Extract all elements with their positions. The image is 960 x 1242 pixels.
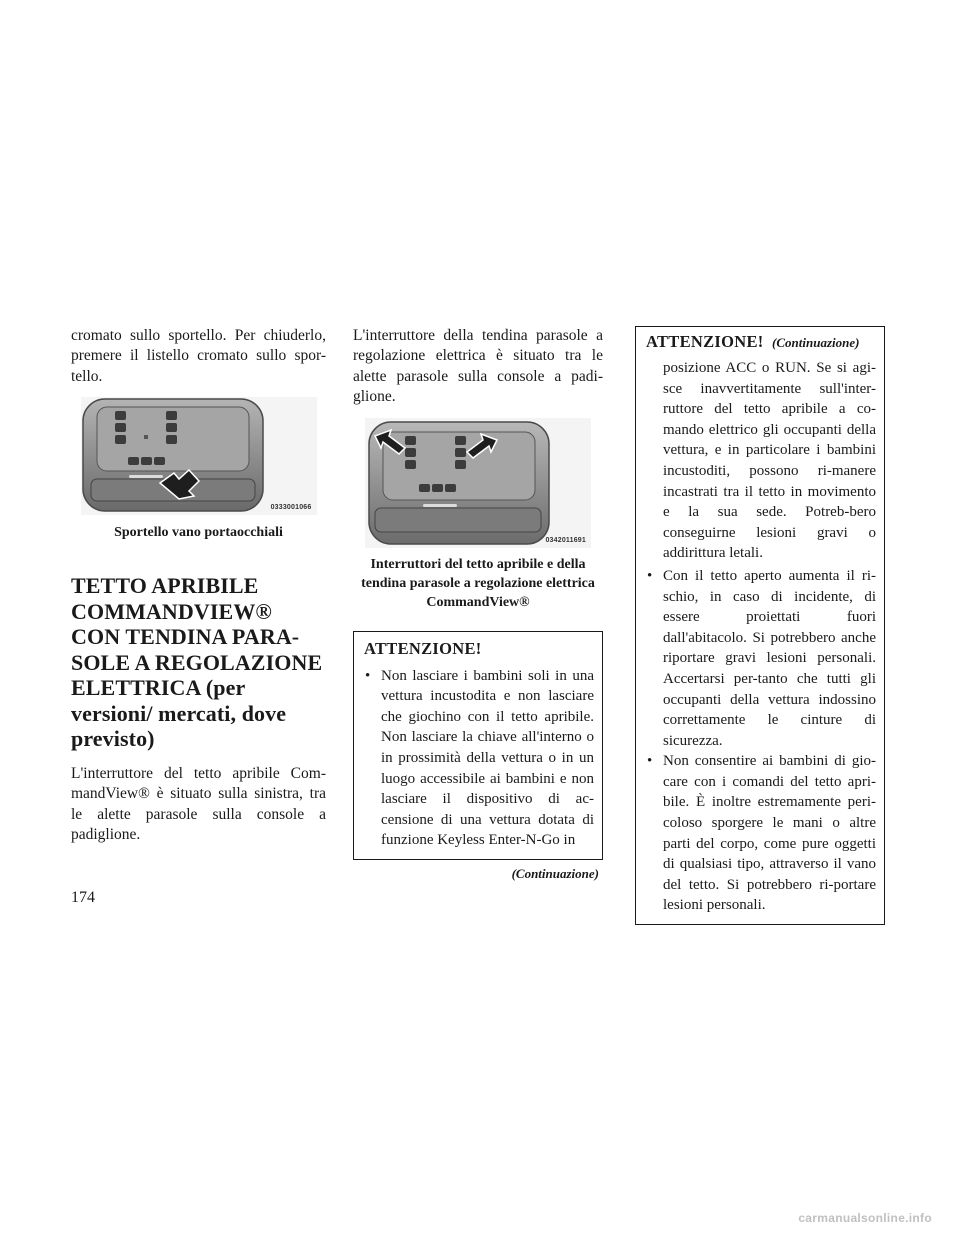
warning-title: ATTENZIONE! (364, 638, 482, 658)
warning-item: • Non consentire ai bambini di gio-care con i comandi del tetto apri-bile. È inoltre estremamente peri-coloso sporgere le mani o altre parti del corpo, come pure oggetti di qualsiasi tipo, attraverso il vano del tetto. Si potrebbero ri-portare lesioni personali. (646, 751, 876, 916)
overhead-console-illustration (81, 397, 317, 515)
watermark: carmanualsonline.info (798, 1211, 932, 1225)
figure-sunroof-switches (365, 418, 591, 548)
figure-caption: Sportello vano portaocchiali (114, 525, 283, 541)
section-title: TETTO APRIBILE COMMANDVIEW® CON TENDINA PARA-SOLE A REGOLAZIONE ELETTRICA (per versioni/ mercati, dove previsto) (71, 573, 323, 752)
figure-id-code: 0342011691 (545, 536, 586, 544)
continued-label: (Continuazione) (511, 865, 599, 881)
warning-title-text: ATTENZIONE! (646, 332, 764, 351)
section-paragraph: L'interruttore del tetto apribile Com-mandView® è situato sulla sinistra, tra le alette parasole sulla console a padiglione. (71, 764, 326, 843)
warning-continued-text: posizione ACC o RUN. Se si agi-sce inavvertitamente sull'inter-ruttore del tetto apribile a co-mando elettrico gli occupanti della vettura, e in particolare i bambini incustoditi, possono ri-manere incastrati tra il tetto in movimento e la sua sede. Potreb-bero conseguirne lesioni gravi o addirittura letali. (663, 360, 876, 562)
continuation-label: (Continuazione) (772, 335, 860, 350)
warning-list (646, 566, 876, 916)
warning-box (353, 631, 603, 860)
warning-box-continued (635, 326, 885, 925)
sunroof-console-illustration (365, 418, 591, 548)
figure-caption: Interruttori del tetto apribile e della tendina parasole a regolazione elettrica CommandView® (361, 556, 595, 610)
intro-paragraph: L'interruttore della tendina parasole a regolazione elettrica è situato tra le alette parasole sulla console a padi-glione. (353, 327, 603, 406)
warning-list (364, 666, 594, 851)
page-number: 174 (71, 889, 95, 906)
column-3 (635, 326, 885, 925)
column-1 (71, 326, 326, 845)
warning-item: • Con il tetto aperto aumenta il ri-schio, in caso di incidente, di essere proiettati fuori dall'abitacolo. Si potrebbero anche riportare gravi lesioni personali. Accertarsi per-tanto che tutti gli occupanti della vettura indossino correttamente le cinture di sicurezza. (646, 566, 876, 751)
warning-title (646, 331, 876, 354)
intro-paragraph: cromato sullo sportello. Per chiuderlo, premere il listello cromato sullo spor-tello. (71, 327, 326, 385)
figure-glasses-compartment (81, 397, 317, 515)
warning-item: • Non lasciare i bambini soli in una vettura incustodita e non lasciare che giochino con il tetto apribile. Non lasciare la chiave all'interno o in prossimità della vettura o in un luogo accessibile ai bambini e non lasciare il dispositivo di ac-censione di una vettura dotata di funzione Keyless Enter-N-Go in (364, 666, 594, 851)
figure-id-code: 0333001066 (270, 504, 312, 512)
column-2 (353, 326, 603, 882)
